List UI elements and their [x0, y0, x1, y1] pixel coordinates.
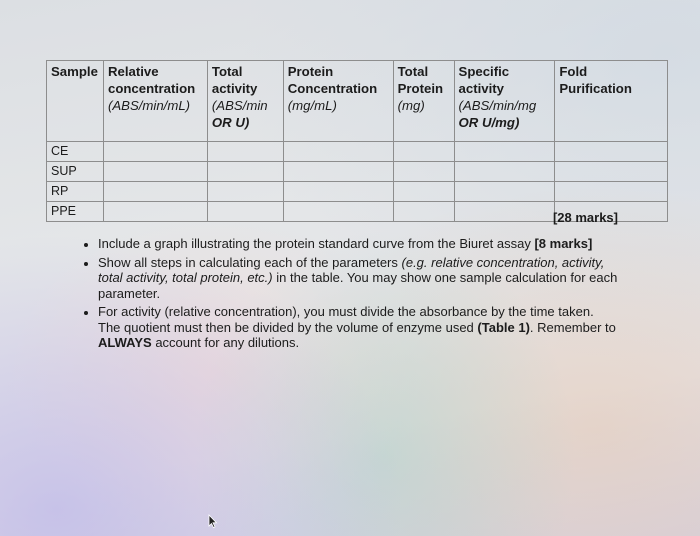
table-cell [283, 182, 393, 202]
table-cell [103, 142, 207, 162]
table-cell [283, 142, 393, 162]
table-row [47, 142, 668, 162]
table-cell [393, 142, 454, 162]
row-label-ppe: PPE [47, 202, 104, 222]
table-cell [393, 202, 454, 222]
row-label-ce: CE [47, 142, 104, 162]
header-total-protein: Total Protein (mg) [393, 61, 454, 142]
table-cell [103, 162, 207, 182]
header-fold-purification: Fold Purification [555, 61, 668, 142]
table-header-row [47, 61, 668, 142]
mouse-pointer-icon [208, 514, 218, 528]
table-cell [103, 202, 207, 222]
header-specific-activity: Specific activity (ABS/min/mg OR U/mg) [454, 61, 555, 142]
table-cell [555, 142, 668, 162]
table-cell [283, 202, 393, 222]
list-item: • Show all steps in calculating each of the parameters (e.g. relative concentration, activity, total activity, total protein, etc.) in the table. You may show one sample calculation for each parameter. [98, 255, 618, 302]
header-total-activity: Total activity (ABS/min OR U) [207, 61, 283, 142]
table-cell [207, 182, 283, 202]
table-row [47, 162, 668, 182]
table-cell [454, 142, 555, 162]
table-cell [555, 162, 668, 182]
table-cell [454, 202, 555, 222]
table-cell [393, 182, 454, 202]
table-cell [207, 142, 283, 162]
results-table [46, 60, 668, 222]
instructions-list [72, 236, 618, 354]
list-item: • For activity (relative concentration), you must divide the absorbance by the time taken. The quotient must then be divided by the volume of enzyme used (Table 1). Remember to ALWAYS account for any dilutions. [98, 304, 618, 351]
table-cell [283, 162, 393, 182]
list-item: • Include a graph illustrating the protein standard curve from the Biuret assay [8 marks] [98, 236, 618, 252]
header-relative-concentration: Relative concentration (ABS/min/mL) [103, 61, 207, 142]
table-cell [207, 162, 283, 182]
table-cell [555, 182, 668, 202]
header-sample: Sample [47, 61, 104, 142]
table-cell [454, 182, 555, 202]
table-cell [103, 182, 207, 202]
row-label-rp: RP [47, 182, 104, 202]
table-cell [207, 202, 283, 222]
header-protein-concentration: Protein Concentration (mg/mL) [283, 61, 393, 142]
row-label-sup: SUP [47, 162, 104, 182]
table-cell [454, 162, 555, 182]
table-row [47, 182, 668, 202]
table-cell [393, 162, 454, 182]
marks-label: [28 marks] [552, 210, 618, 225]
